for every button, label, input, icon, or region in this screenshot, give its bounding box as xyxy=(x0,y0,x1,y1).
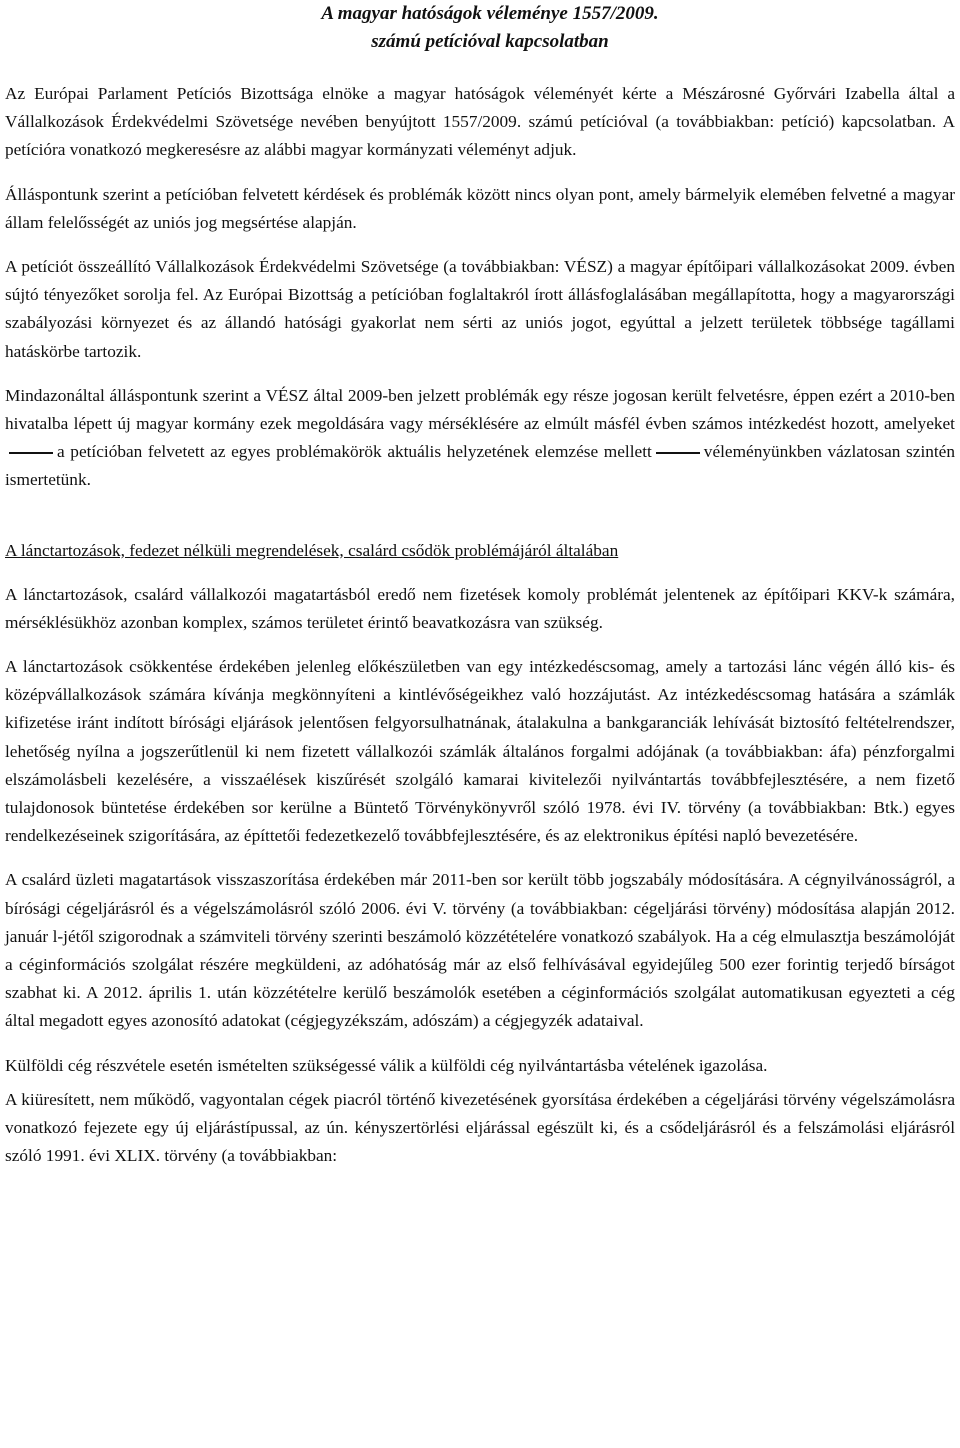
section-heading: A lánctartozások, fedezet nélküli megrendelések, csalárd csődök problémájáról általában xyxy=(5,540,619,560)
paragraph-position: Álláspontunk szerint a petícióban felvetett kérdések és problémák között nincs olyan pont, amely bármelyik elemében felvetné a magyar állam felelősségét az uniós jog megsértése alapján. xyxy=(5,184,955,232)
document-title-line-2: számú petícióval kapcsolatban xyxy=(371,31,609,52)
document-page xyxy=(5,0,955,1171)
paragraph-nevertheless-part-1: Mindazonáltal álláspontunk szerint a VÉSZ által 2009-ben jelzett problémák egy része jogosan került felvetésre, éppen ezért a 2010-ben hivatalba lépett új magyar kormány ezek megoldására vagy mérséklésére az elmúlt másfél évben számos intézkedést hozott, amelyeket xyxy=(5,385,955,434)
paragraph-vesz: A petíciót összeállító Vállalkozások Érdekvédelmi Szövetsége (a továbbiakban: VÉSZ) a magyar építőipari vállalkozásokat 2009. évben sújtó tényezőket sorolja fel. Az Európai Bizottság a petícióban foglaltakról írott állásfoglalásában megállapította, hogy a magyarországi szabályozási környezet és az állandó hatósági gyakorlat nem sérti az uniós jogot, egyúttal a jelzett területek többsége tagállami hatáskörbe tartozik. xyxy=(5,257,955,361)
paragraph-chain-debts: A lánctartozások, csalárd vállalkozói magatartásból eredő nem fizetések komoly problémát jelentenek az építőipari KKV-k számára, mérséklésükhöz azonban komplex, számos területet érintő beavatkozásra van szükség. xyxy=(5,584,955,632)
paragraph-measures-package: A lánctartozások csökkentése érdekében jelenleg előkészületben van egy intézkedéscsomag, amely a tartozási lánc végén álló kis- és középvállalkozások számára kívánja megkönnyíteni a kintlévőségeikhez való hozzájutást. Az intézkedéscsomag hatására a számlák kifizetése iránt indított bírósági eljárások jelentősen felgyorsulhatnának, átalakulna a bankgaranciák lehívását biztosító feltételrendszer, lehetőség nyílna a jogszerűtlenül ki nem fizetett vállalkozói számlák általános forgalmi adójának (a továbbiakban: áfa) pénzforgalmi elszámolásbeli kezelésére, a visszaélések kiszűrését szolgáló kamarai kivitelezői nyilvántartás továbbfejlesztésére, a nem fizető tulajdonosok büntetése érdekében sor kerülne a Büntető Törvénykönyvről szóló 1978. évi IV. törvény (a továbbiakban: Btk.) egyes rendelkezéseinek szigorítására, az építtetői fedezetkezelő továbbfejlesztésére, és az elektronikus építési napló bevezetésére. xyxy=(5,657,955,846)
em-dash xyxy=(9,452,53,454)
paragraph-intro: Az Európai Parlament Petíciós Bizottsága elnöke a magyar hatóságok véleményét kérte a Mészárosné Győrvári Izabella által a Vállalkozások Érdekvédelmi Szövetsége nevében benyújtott 1557/2009. számú petícióval (a továbbiakban: petíció) kapcsolatban. A petícióra vonatkozó megkeresésre az alábbi magyar kormányzati véleményt adjuk. xyxy=(5,84,955,160)
paragraph-nevertheless-part-2: a petícióban felvetett az egyes problémakörök aktuális helyzetének elemzése mellett xyxy=(57,442,652,462)
paragraph-nevertheless xyxy=(5,382,955,495)
document-title-line-1: A magyar hatóságok véleménye 1557/2009. xyxy=(321,3,659,24)
em-dash xyxy=(656,452,700,454)
paragraph-foreign-company: Külföldi cég részvétele esetén ismételten szükségessé válik a külföldi cég nyilvántartásba vételének igazolása. xyxy=(5,1055,768,1075)
paragraph-nevertheless-part-3: véleményünkben vázlatosan szintén ismertetünk. xyxy=(5,442,955,490)
paragraph-dormant-companies: A kiüresített, nem működő, vagyontalan cégek piacról történő kivezetésének gyorsítása érdekében a cégeljárási törvény végelszámolásra vonatkozó fejezete egy új eljárástípussal, az ún. kényszertörlési eljárással egészült ki, és a csődeljárásról és a felszámolási eljárásról szóló 1991. évi XLIX. törvény (a továbbiakban: xyxy=(5,1089,955,1166)
paragraph-fraud-prevention: A csalárd üzleti magatartások visszaszorítása érdekében már 2011-ben sor került több jogszabály módosítására. A cégnyilvánosságról, a bírósági cégeljárásról és a végelszámolásról szóló 2006. évi V. törvény (a továbbiakban: cégeljárási törvény) módosítása alapján 2012. január l-jétől szigorodnak a számviteli törvény szerinti beszámoló közzétételére vonatkozó szabályok. Ha a cég elmulasztja beszámolóját a céginformációs szolgálat részére megküldeni, az adóhatóság már az első felhívásával egyidejűleg 500 ezer forintig terjedő bírságot szabhat ki. A 2012. április 1. után közzétételre kerülő beszámolók esetében a céginformációs szolgálat automatikusan egyezteti a cég által megadott egyes azonosító adatokat (cégjegyzékszám, adószám) a cégjegyzék adataival. xyxy=(5,870,955,1031)
